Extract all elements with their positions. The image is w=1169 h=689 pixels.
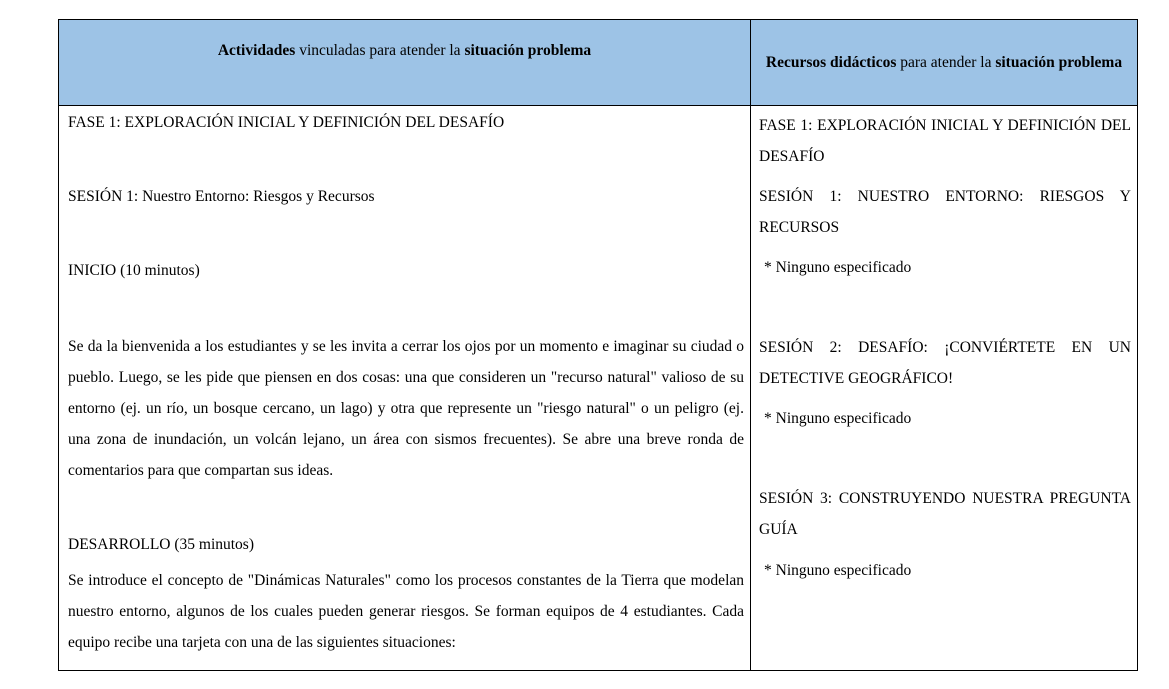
header-resources-text — [751, 52, 1137, 74]
header-resources-bold1: Recursos didácticos — [765, 53, 897, 71]
activities-resources-table — [58, 19, 1138, 671]
table-body-row — [59, 106, 1138, 671]
resources-session2: SESIÓN 2: DESAFÍO: ¡CONVIÉRTETE EN UN DETECTIVE GEOGRÁFICO! — [759, 339, 1131, 387]
header-activities-bold1: Actividades — [217, 41, 296, 59]
resources-note3: * Ninguno especificado — [764, 562, 912, 579]
activities-phase: FASE 1: EXPLORACIÓN INICIAL Y DEFINICIÓN DEL DESAFÍO — [68, 114, 505, 131]
resources-note1: * Ninguno especificado — [764, 259, 912, 276]
header-activities — [59, 20, 751, 106]
header-activities-normal: vinculadas para atender la — [295, 41, 465, 59]
resources-cell — [751, 106, 1138, 671]
activities-cell — [59, 106, 751, 671]
activities-session: SESIÓN 1: Nuestro Entorno: Riesgos y Recursos — [68, 188, 375, 205]
resources-phase: FASE 1: EXPLORACIÓN INICIAL Y DEFINICIÓN DEL DESAFÍO — [759, 117, 1131, 165]
resources-note2: * Ninguno especificado — [764, 410, 912, 427]
resources-session1: SESIÓN 1: NUESTRO ENTORNO: RIESGOS Y RECURSOS — [759, 188, 1131, 236]
table-header-row — [59, 20, 1138, 106]
header-activities-bold2: situación problema — [464, 41, 592, 59]
header-resources — [751, 20, 1138, 106]
resources-session3: SESIÓN 3: CONSTRUYENDO NUESTRA PREGUNTA GUÍA — [759, 490, 1131, 538]
inicio-text: Se da la bienvenida a los estudiantes y se les invita a cerrar los ojos por un momento e imaginar su ciudad o pueblo. Luego, se les pide que piensen en dos cosas: una que consideren un "recurso natural" valioso de su entorno (ej. un río, un bosque cercano, un lago) y otra que represente un "riesgo natural" o un peligro (ej. una zona de inundación, un volcán lejano, un área con sismos frecuentes). Se abre una breve ronda de comentarios para que compartan sus ideas. — [68, 338, 744, 479]
desarrollo-heading: DESARROLLO (35 minutos) — [68, 536, 254, 553]
inicio-heading: INICIO (10 minutos) — [68, 262, 200, 279]
header-resources-bold2: situación problema — [995, 53, 1123, 71]
header-resources-normal: para atender la — [896, 53, 996, 71]
header-activities-text — [59, 40, 750, 62]
desarrollo-text: Se introduce el concepto de "Dinámicas Naturales" como los procesos constantes de la Tierra que modelan nuestro entorno, algunos de los cuales pueden generar riesgos. Se forman equipos de 4 estudiantes. Cada equipo recibe una tarjeta con una de las siguientes situaciones: — [68, 572, 744, 651]
